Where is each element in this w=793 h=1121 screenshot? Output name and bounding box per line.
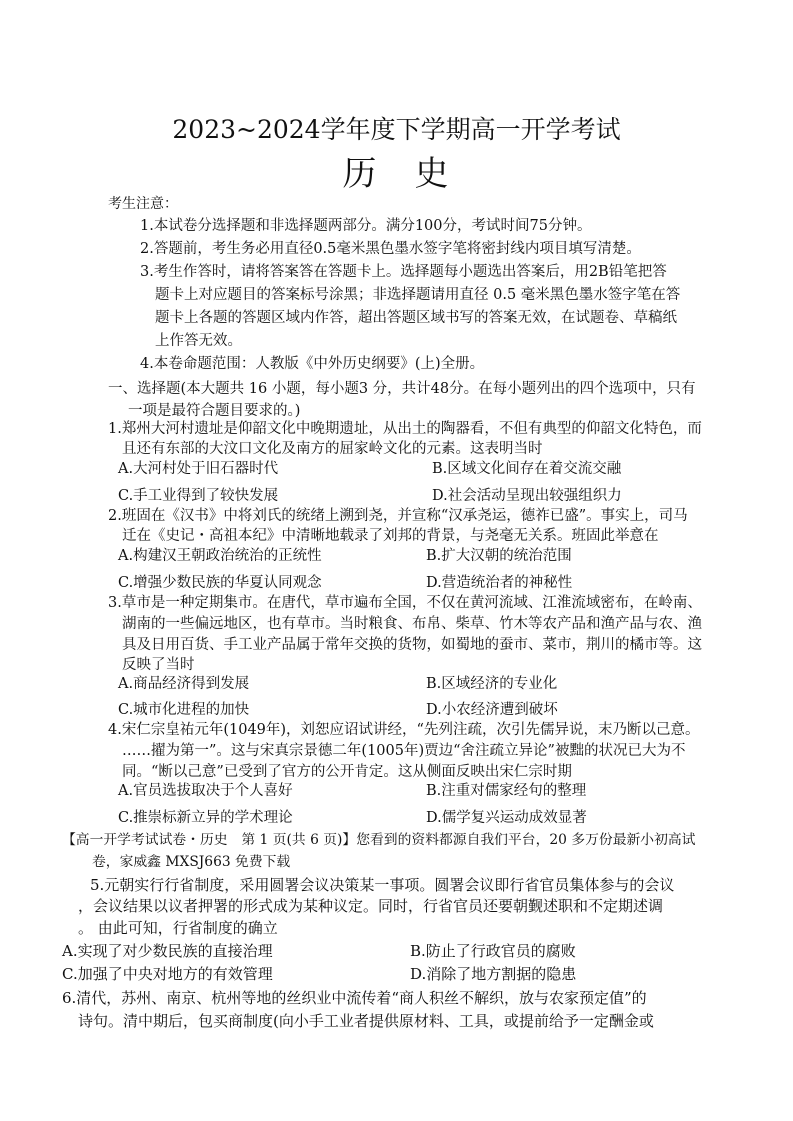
- option-b: B.区域经济的专业化: [426, 676, 558, 692]
- option-b: B.防止了行政官员的腐败: [410, 942, 576, 960]
- question-stem: ……擢为第一”。这与宋真宗景德二年(1005年)贾边“舍注疏立异论”被黜的状况已大为不: [122, 743, 686, 759]
- notice-heading: 考生注意：: [108, 196, 178, 212]
- question-stem: 。 由此可知，行省制度的确立: [78, 919, 278, 937]
- notice-item: 4.本卷命题范围：人教版《中外历史纲要》(上)全册。: [140, 356, 485, 372]
- option-a: A.大河村处于旧石器时代: [118, 461, 279, 477]
- option-c: C.手工业得到了较快发展: [118, 488, 279, 504]
- notice-item: 题卡上各题的答题区域内作答，超出答题区域书写的答案无效，在试题卷、草稿纸: [155, 310, 677, 326]
- question-stem: 1.郑州大河村遗址是仰韶文化中晚期遗址，从出土的陶器看，不但有典型的仰韶文化特色，而: [108, 421, 702, 437]
- question-stem: 具及日用百货、手工业产品属于常年交换的货物，如蜀地的蚕市、菜市，荆川的橘市等。这: [122, 637, 702, 653]
- option-c: C.增强少数民族的华夏认同观念: [118, 575, 322, 591]
- question-stem: 6.清代，苏州、南京、杭州等地的丝织业中流传着“商人积丝不解织，放与农家预定值”的: [62, 989, 647, 1007]
- question-stem: 湖南的一些偏远地区，也有草市。当时粮食、布帛、柴草、竹木等农产品和渔产品与农、渔: [122, 616, 702, 632]
- question-stem: 同。“断以己意”已受到了官方的公开肯定。这从侧面反映出宋仁宗时期: [122, 764, 572, 780]
- option-d: D.小农经济遭到破坏: [426, 702, 558, 718]
- option-d: D.社会活动呈现出较强组织力: [432, 488, 622, 504]
- question-stem: 迁在《史记・高祖本纪》中清晰地载录了刘邦的背景，与尧毫无关系。班固此举意在: [122, 528, 659, 544]
- option-c: C.加强了中央对地方的有效管理: [62, 965, 273, 983]
- option-a: A.实现了对少数民族的直接治理: [62, 942, 273, 960]
- section-heading: 一、选择题(本大题共 16 小题，每小题3 分，共计48分。在每小题列出的四个选项中，只有: [108, 381, 696, 397]
- question-stem: 5.元朝实行行省制度，采用圆署会议决策某一事项。圆署会议即行省官员集体参与的会议: [90, 876, 675, 894]
- option-a: A.商品经济得到发展: [118, 676, 250, 692]
- exam-title: 2023~2024学年度下学期高一开学考试: [172, 115, 621, 144]
- notice-item: 1.本试卷分选择题和非选择题两部分。满分100分，考试时间75分钟。: [140, 218, 592, 234]
- option-d: D.营造统治者的神秘性: [426, 575, 573, 591]
- question-stem: ，会议结果以议者押署的形式成为某种议定。同时，行省官员还要朝觐述职和不定期述调: [78, 897, 664, 915]
- notice-item: 3.考生作答时，请将答案答在答题卡上。选择题每小题选出答案后，用2B铅笔把答: [140, 264, 667, 280]
- option-d: D.儒学复兴运动成效显著: [426, 810, 587, 826]
- question-stem: 2.班固在《汉书》中将刘氏的统绪上溯到尧，并宣称“汉承尧运，德祚已盛”。事实上，司马: [108, 508, 688, 524]
- notice-item: 上作答无效。: [155, 333, 242, 349]
- page-footer: 【高一开学考试试卷・历史 第 1 页(共 6 页)】您看到的资料都源自我们平台，20 多万份最新小初高试: [62, 832, 696, 848]
- question-stem: 3.草市是一种定期集市。在唐代，草市遍布全国，不仅在黄河流域、江淮流域密布，在岭南、: [108, 595, 702, 611]
- question-stem: 4.宋仁宗皇祐元年(1049年)，刘恕应诏试讲经，“先列注疏，次引先儒异说，末乃断以己意。: [108, 722, 700, 738]
- page-footer-cont: 卷，家威鑫 MXSJ663 免费下载: [92, 854, 291, 870]
- option-b: B.扩大汉朝的统治范围: [426, 548, 572, 564]
- option-b: B.区域文化间存在着交流交融: [432, 461, 622, 477]
- option-d: D.消除了地方割据的隐患: [410, 965, 577, 983]
- notice-item: 2.答题前，考生务必用直径0.5毫米黑色墨水签字笔将密封线内项目填写清楚。: [140, 241, 641, 257]
- question-stem: 诗句。清中期后，包买商制度(向小手工业者提供原材料、工具，或提前给予一定酬金或: [78, 1012, 654, 1030]
- question-stem: 且还有东部的大汶口文化及南方的屈家岭文化的元素。这表明当时: [122, 441, 543, 457]
- option-c: C.推崇标新立异的学术理论: [118, 810, 293, 826]
- notice-item: 题卡上对应题目的答案标号涂黑；非选择题请用直径 0.5 毫米黑色墨水签字笔在答: [155, 287, 681, 303]
- subject-title: 历 史: [342, 154, 451, 194]
- option-c: C.城市化进程的加快: [118, 702, 250, 718]
- question-stem: 反映了当时: [122, 657, 195, 673]
- option-a: A.官员选拔取决于个人喜好: [118, 783, 293, 799]
- option-a: A.构建汉王朝政治统治的正统性: [118, 548, 322, 564]
- option-b: B.注重对儒家经句的整理: [426, 783, 587, 799]
- section-heading-cont: 一项是最符合题目要求的。): [128, 403, 301, 419]
